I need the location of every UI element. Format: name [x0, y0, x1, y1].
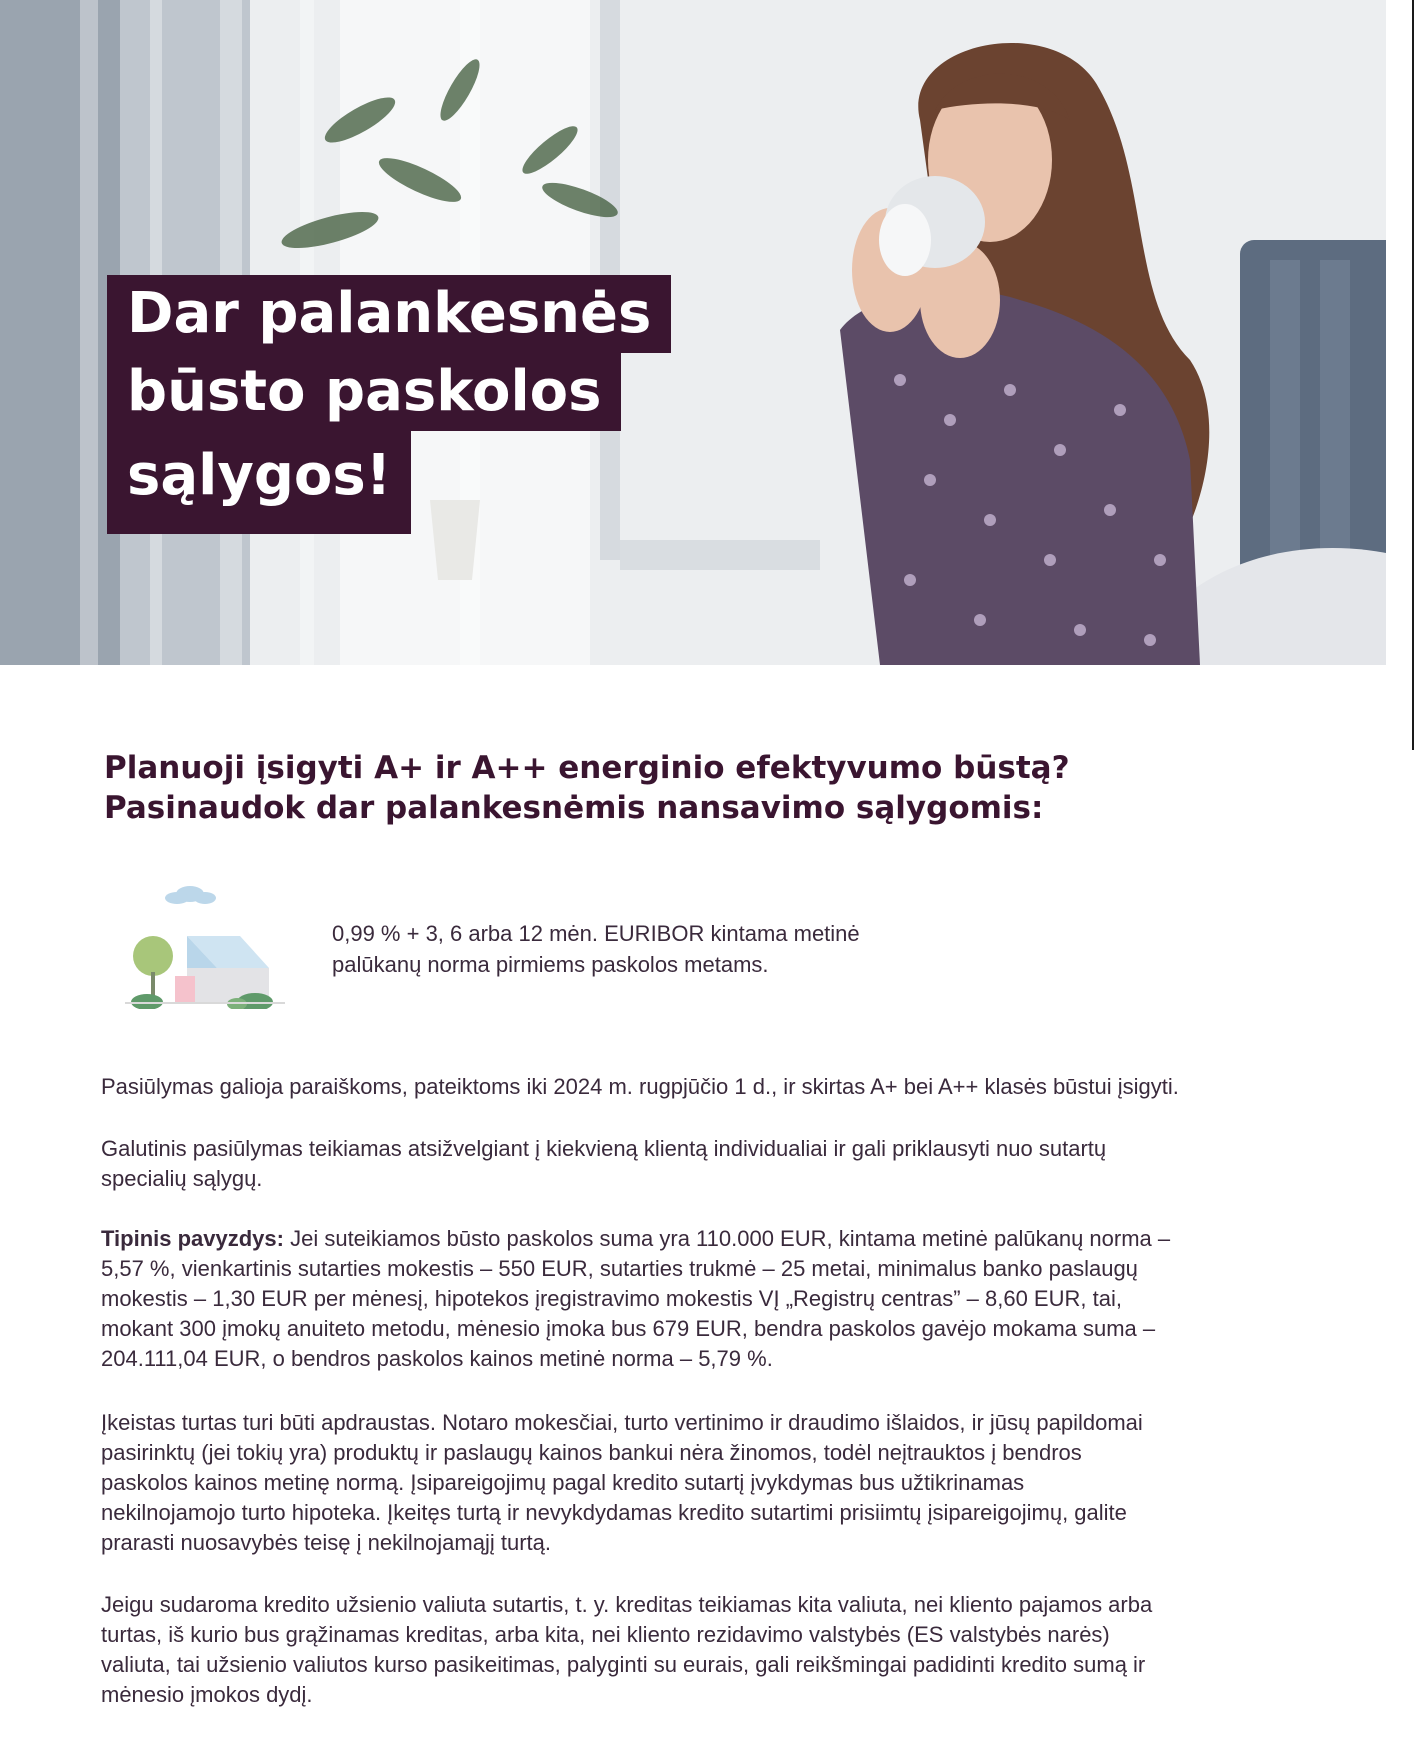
text-line: paskolos kainos metinę normą. Įsipareigojimų pagal kredito sutartį įvykdymas bus užtikrinamas: [101, 1470, 1025, 1495]
text-line: turtas, iš kurio bus grąžinamas kreditas, arba kita, nei kliento rezidavimo valstybės (ES valstybės narės): [101, 1622, 1110, 1647]
headline-line-1: Dar palankesnės: [107, 275, 671, 353]
text-line: Jeigu sudaroma kredito užsienio valiuta sutartis, t. y. kreditas teikiamas kita valiuta, nei kliento pajamos arba: [101, 1592, 1153, 1617]
offer-heading-line-2: Pasinaudok dar palankesnėmis nansavimo sąlygomis:: [104, 790, 1044, 826]
offer-rate-line-2: palūkanų norma pirmiems paskolos metams.: [332, 952, 769, 977]
text-line: nekilnojamojo turto hipoteka. Įkeitęs turtą ir nevykdydamas kredito sutartimi prisiimtų įsipareigojimų, galite: [101, 1500, 1127, 1525]
foreign-currency-paragraph: [101, 1590, 1341, 1710]
text-line: mėnesio įmokos dydį.: [101, 1682, 313, 1707]
text-line: Galutinis pasiūlymas teikiamas atsižvelgiant į kiekvieną klientą individualiai ir gali priklausyti nuo sutartų: [101, 1136, 1107, 1161]
headline-line-2: būsto paskolos: [107, 353, 621, 431]
text-line: specialių sąlygų.: [101, 1166, 263, 1191]
house-icon: [125, 884, 285, 1009]
hero-right-margin: [1386, 0, 1414, 665]
typical-example-label: Tipinis pavyzdys:: [101, 1226, 284, 1251]
offer-rate-line-1: 0,99 % + 3, 6 arba 12 mėn. EURIBOR kintama metinė: [332, 921, 860, 946]
text-line: valiuta, tai užsienio valiutos kurso pasikeitimas, palyginti su eurais, gali reikšmingai padidinti kredito sumą ir: [101, 1652, 1146, 1677]
text-line: mokestis – 1,30 EUR per mėnesį, hipotekos įregistravimo mokestis VĮ „Registrų centras” – 8,60 EUR, tai,: [101, 1286, 1122, 1311]
text-line: prarasti nuosavybės teisę į nekilnojamąjį turtą.: [101, 1530, 552, 1555]
text-line: pasirinktų (jei tokių yra) produktų ir paslaugų kainos bankui nėra žinomos, todėl neįtrauktos į bendros: [101, 1440, 1082, 1465]
headline-line-3: sąlygos!: [107, 431, 411, 534]
text-line: 204.111,04 EUR, o bendros paskolos kainos metinė norma – 5,79 %.: [101, 1346, 773, 1371]
individual-offer-paragraph: [101, 1134, 1341, 1194]
typical-example-paragraph: [101, 1224, 1341, 1374]
text-line: [101, 1224, 1341, 1254]
validity-paragraph: Pasiūlymas galioja paraiškoms, pateiktoms iki 2024 m. rugpjūčio 1 d., ir skirtas A+ bei A++ klasės būstui įsigyti.: [101, 1074, 1179, 1099]
text-line: Įkeistas turtas turi būti apdraustas. Notaro mokesčiai, turto vertinimo ir draudimo išlaidos, ir jūsų papildomai: [101, 1410, 1143, 1435]
text-line: 5,57 %, vienkartinis sutarties mokestis – 550 EUR, sutarties trukmė – 25 metai, minimalus banko paslaugų: [101, 1256, 1138, 1281]
offer-heading: [104, 748, 1254, 828]
collateral-paragraph: [101, 1408, 1341, 1558]
offer-heading-line-1: Planuoji įsigyti A+ ir A++ energinio efektyvumo būstą?: [104, 750, 1070, 786]
text-line: mokant 300 įmokų anuiteto metodu, mėnesio įmoka bus 679 EUR, bendra paskolos gavėjo mokama suma –: [101, 1316, 1156, 1341]
offer-rate-text: [332, 918, 972, 980]
text-span: Jei suteikiamos būsto paskolos suma yra 110.000 EUR, kintama metinė palūkanų norma –: [283, 1226, 1171, 1251]
